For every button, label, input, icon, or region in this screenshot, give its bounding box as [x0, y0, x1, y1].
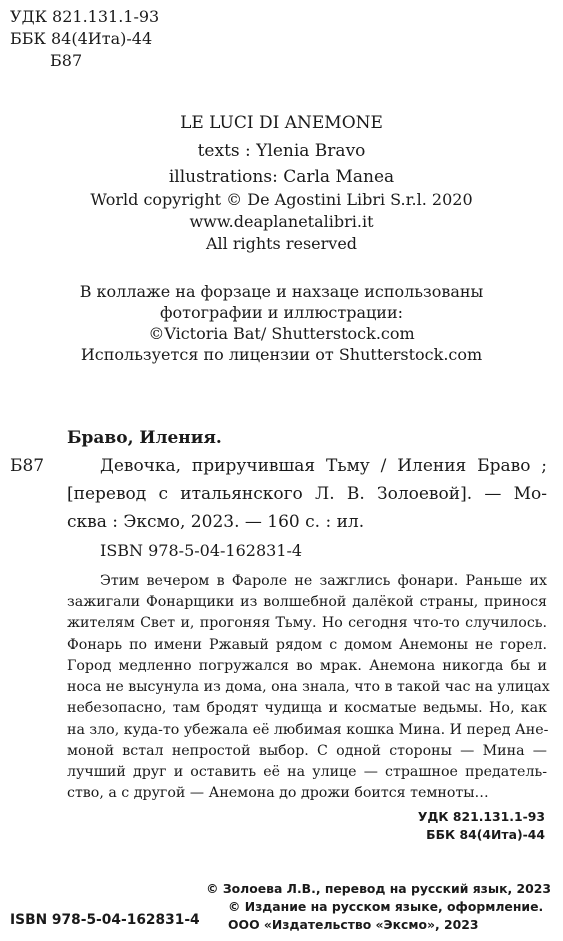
footer-bbk: ББК 84(4Ита)-44	[426, 827, 545, 842]
copyright-line: © Издание на русском языке, оформление.	[228, 899, 544, 914]
annotation-line: Фонарь по имени Ржавый рядом с домом Анемоны не горел.	[67, 637, 547, 653]
license-line: фотографии и иллюстрации:	[159, 303, 403, 322]
isbn-bottom: ISBN 978-5-04-162831-4	[10, 912, 200, 928]
annotation-line: небезопасно, там бродят чудища и косматые ведьмы. Но, как	[67, 700, 547, 716]
original-website: www.deaplanetalibri.it	[189, 212, 374, 231]
author-mark-top: Б87	[50, 51, 83, 70]
bibliographic-line: Девочка, приручившая Тьму / Иления Браво ;	[100, 456, 547, 476]
original-title: LE LUCI DI ANEMONE	[180, 113, 383, 133]
isbn-line: ISBN 978-5-04-162831-4	[100, 541, 303, 560]
license-line: ©Victoria Bat/ Shutterstock.com	[148, 324, 415, 343]
annotation-line: жителям Свет и, прогоняя Тьму. Но сегодня что-то случилось.	[67, 615, 547, 631]
bibliographic-line: [перевод с итальянского Л. В. Золоевой]. — Мо-	[67, 484, 547, 504]
annotation-line: Город медленно погружался во мрак. Анемона никогда бы и	[67, 658, 547, 674]
udk-code: УДК 821.131.1-93	[10, 7, 160, 26]
bibliographic-line: сква : Эксмо, 2023. — 160 с. : ил.	[67, 512, 365, 532]
copyright-line: ООО «Издательство «Эксмо», 2023	[228, 917, 479, 932]
original-illustrations: illustrations: Carla Manea	[168, 167, 395, 187]
footer-udk: УДК 821.131.1-93	[417, 809, 545, 824]
annotation-line: на зло, куда-то убежала её любимая кошка Мина. И перед Ане-	[67, 722, 549, 738]
original-texts: texts : Ylenia Bravo	[197, 141, 366, 161]
original-rights: All rights reserved	[205, 234, 358, 253]
annotation-line: моной встал непростой выбор. С одной стороны — Мина —	[67, 743, 547, 759]
copyright-line: © Золоева Л.В., перевод на русский язык, 2023	[206, 881, 551, 896]
annotation-line: носа не высунула из дома, она знала, что в такой час на улицах	[67, 679, 550, 695]
annotation-line: зажигали Фонарщики из волшебной далёкой страны, принося	[67, 594, 547, 610]
license-line: В коллаже на форзаце и нахзаце использованы	[79, 282, 484, 301]
author-mark: Б87	[10, 456, 45, 476]
annotation-line: лучший друг и оставить её на улице — страшное предатель-	[67, 764, 547, 780]
annotation-line: Этим вечером в Фароле не зажглись фонари. Раньше их	[100, 573, 547, 589]
license-line: Используется по лицензии от Shutterstock.com	[80, 345, 483, 364]
original-copyright: World copyright © De Agostini Libri S.r.l. 2020	[90, 190, 473, 209]
annotation-line: ство, а с другой — Анемона до дрожи боится темноты…	[67, 785, 489, 801]
bbk-code: ББК 84(4Ита)-44	[10, 29, 153, 48]
bibliographic-heading: Браво, Иления.	[67, 428, 222, 448]
